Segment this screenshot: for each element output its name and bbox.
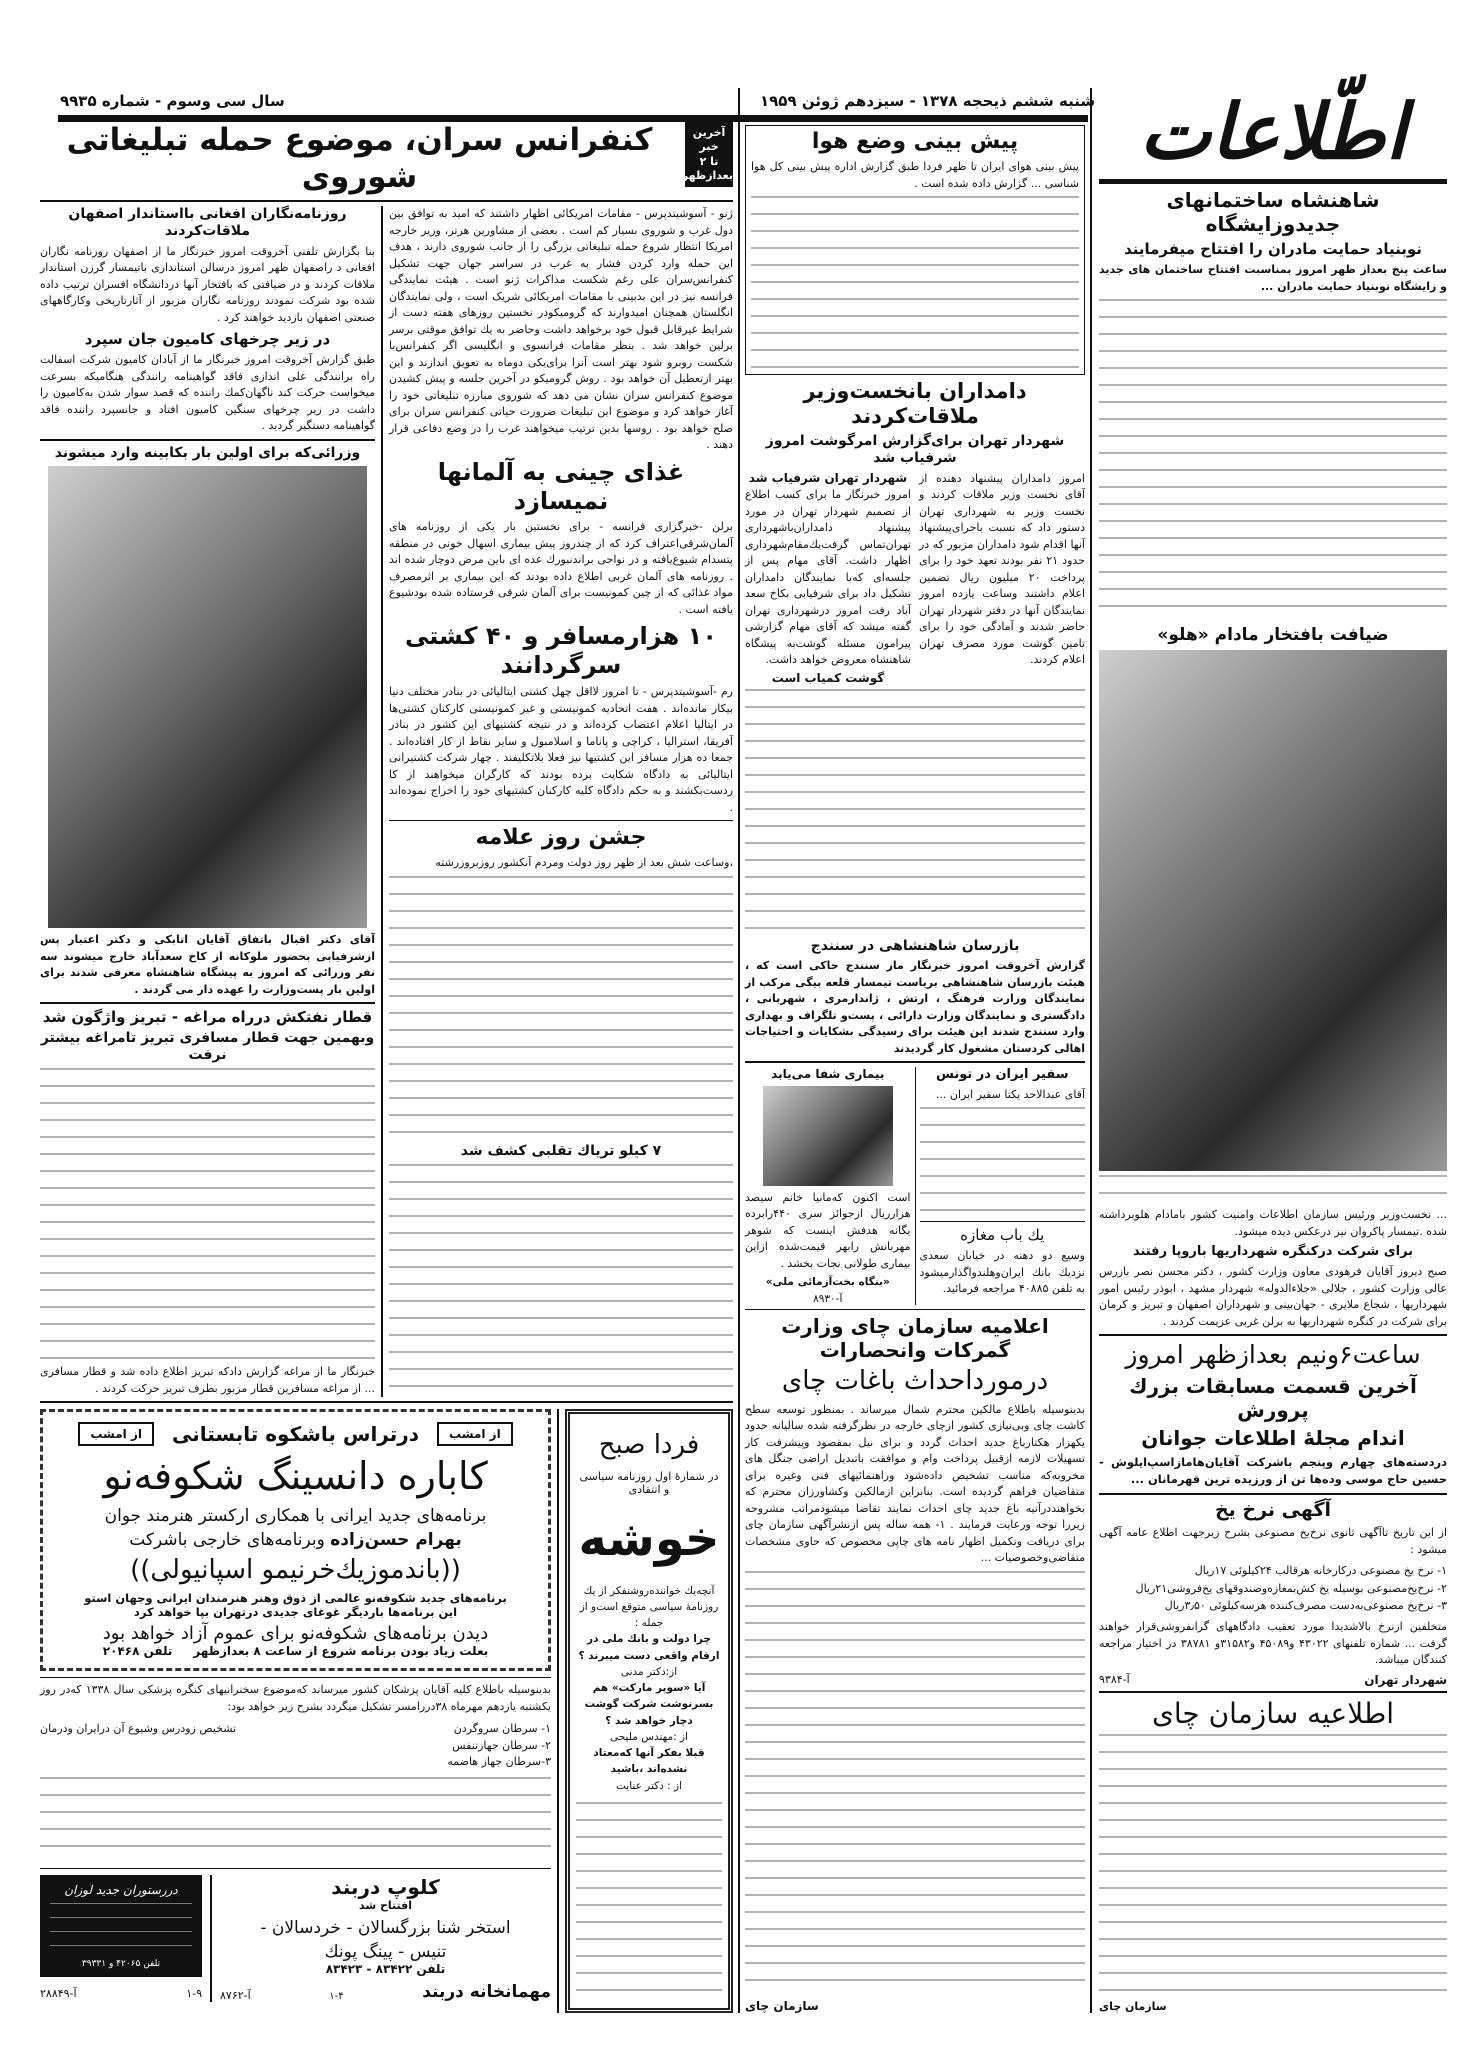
headline-shop: یك باب مغازه [920,1221,1086,1244]
khooshe-text [576,1802,722,1992]
article-weather-text [751,196,1079,371]
topic-item: ۳-سرطان جهاز هاضمه [447,1755,551,1769]
health-ad-body: است اکنون که‌مانیا خانم سیصد هزارریال ازجوائز سری ۴۴۰رابرده یگانه هدفش اینست که شوهر مهربانش رابهر قیمت‌شده ازاین بیماری طولانی نجات بخشد . [745,1190,911,1270]
headline-ambassador: سفیر ایران در تونس [935,1067,1069,1083]
latest-news-badge [681,122,733,187]
doctors-topics [40,1721,551,1771]
ministers-photo [48,466,367,928]
subhead-ranchers: شهردار تهران برای‌گزارش امرگوشت امروز شرفیاب شد [765,433,1065,467]
headline-inspectors: بازرسان شاهنشاهی در سنندج [810,937,1020,954]
khooshe-desc: در شمارهٔ اول روزنامه سیاسی و انتقادی [579,1470,719,1497]
subhead-shah: نوبنیاد حمایت مادران را افتتاح میفرمایند [1124,240,1422,259]
darband-ad [210,1875,551,2002]
contest-time: ساعت۶ونیم بعدازظهر امروز [1099,1334,1447,1370]
left-block [40,88,738,2013]
khooshe-tomorrow: فردا صبح [598,1430,700,1461]
issue-date: شنبه ششم ذیحجه ۱۳۷۸ - سیزدهم ژوئن ۱۹۵۹ [760,92,1096,110]
article-train-text [40,1068,375,1360]
artist-name: بهرام حسن‌زاده [330,1529,462,1550]
headline-allameh: جشن روز علامه [389,820,733,851]
article-train: خبرنگار ما از مراغه گزارش دادکه تبریز اطلاع داده شد و قطار مسافری ... از مراغه مسافرین قطار مزبور بطرف تبریز حرکت کردند . [40,1365,375,1395]
tea-notice-sign: سازمان چای [1099,1999,1167,2013]
cabaret-line: این برنامه‌ها باردیگر غوغای جدیدی درتهران بپا خواهد کرد [133,1605,458,1620]
contest-magazine: اندام مجلهٔ اطلاعات جوانان [1141,1426,1405,1450]
tonight-tag: از امشب [437,1422,513,1446]
tonight-tag: از امشب [78,1422,154,1446]
ice-price-item: ۲- نرخ‌یخ‌مصنوعی بوسیله یخ کش‌بمغازه‌وصندوقهای یخ‌فروشی۲۱ریال [1135,1581,1447,1595]
headline-weather: پیش بینی وضع هوا [811,129,1019,154]
cabaret-ad [40,1409,551,1671]
doctors-notice-text [40,1777,551,1862]
newspaper-logo: اطّلاعات [1139,87,1407,176]
article-afghan-journalists: بنا بگزارش تلفنی آخروقت امروز خبرنگار ما از اصفهان روزنامه نگاران افغانی د راصفهان ظهر امروز درسالن استانداری باتیمسار گرزن استاندار ملاقات کردند و در ضیافتی که بافتخار آنها دردانشگاه افسران ترتیب داده شده بود شرکت نمودند روزنامه نگاران مزبور از آثارتاریخی وکارگاههای صنعتی اصفهان بازدید خواهند کرد . [40,244,375,324]
column-2 [738,88,1090,2013]
article-ranchers-text [745,689,1085,933]
lausanne-code: آ-۲۸۸۴۹ [40,1986,77,2000]
health-ad-code: آ-۸۹۳۰ [813,1292,843,1305]
article-ranchers-right: امروز دامداران پیشنهاد دهنده از آقای نخست وزیر ملاقات کردند و نخست وزیر به شهرداری تهران دستور داد که نسبت باجرای‌پیشنهاد آنها اقدام شود دامداران مزبور که در حدود ۲۱ نفر بودند تعهد خود را برای پرداخت ۲۰ میلیون ریال تضمین اعلام داشتند وساعت یازده امروز نمایندگان آنها در دفتر شهردار تهران حاضر شدند و آمادگی خود را برای تامین گوشت مورد مصرف تهران اعلام کردند. [919,471,1086,667]
headline-congress: برای شرکت درکنگره شهرداریها باروپا رفتند [1132,1244,1414,1260]
topic-desc: تشخیص زودرس وشیوع آن درایران ودرمان [40,1722,237,1736]
khooshe-name: خوشه [578,1511,720,1568]
woman-photo [763,1086,893,1186]
weather-box [745,125,1085,375]
badge-bottom: تا ۲ بعدازظهر [681,154,733,182]
article-inspectors: گزارش آخروقت امروز خبرنگار ماز سنندج حاکی است که ، هیئت بازرسان شاهنشاهی بریاست تیمسار قلعه بیگی مرکب از نمایندگان وزارت فرهنگ ، ارتش ، ژاندارمری ، شهربانی ، دادگستری و نمایندگان وزارت دارائی ، پست‌و تلگراف و بهداری وارد سنندج شدند این هیئت برای رسیدگی بشکایات و احتیاجات اهالی کردستان مشغول کار گردیدند [745,958,1085,1063]
contest-title: آخرین قسمت مسابقات بزرك پرورش [1129,1374,1417,1422]
article-congress: صبح دیروز آقایان فرهودی معاون وزارت کشور ، دکتر محسن نصر بازرس عالی وزارت کشور ، جلالی «جلاءالدوله» شهردار مشهد ، ابوذر رئیس امور شهرداریها ، شجاع ملایری - جهان‌بینی و شهرداران اصفهان و تبریز و کرمان برای شرکت در کنگره شهرداریها به برلن غربی عزیمت کردند . [1099,1265,1447,1328]
cabaret-name: کاباره دانسینگ شکوفه‌نو [103,1454,488,1499]
article-ships: رم -آسوشیتدپرس - تا امروز لااقل چهل کشتی ایتالیائی در بنادر مختلف دنیا بیکار مانده‌اند . هفت اتحادیه کمونیستی و غیر کمونیستی کارکنان کشتی‌ها در ایتالیا اعلام اعتصاب کرده‌اند و در نتیجه کشتیهای این کشور در بنادر آفریقا، استرالیا ، کراچی و پاناما و اسلامبول و سایر نقاط از کار افتاده‌اند . جمعا ده هزار مسافر این کشتیها نیز فعلا بلاتکلیفند . چهار شرکت کشتیرانی ایتالیائی به دادگاه شکایت برده بودند که کارگران میخواهند از کا ردست‌بکشند و به حکم دادگاه کلیه کارکنان کشتیهای خود را اخراج نموده‌اند . [389,685,733,814]
lead-headline: کنفرانس سران، موضوع حمله تبلیغاتی شوروی [66,122,653,196]
lausanne-text [50,1903,192,1953]
headline-tea-2: درمورداحداث باغات چای [781,1366,1049,1397]
headline-tea-notice: اطلاعیه سازمان چای [1099,1691,1447,1731]
darband-opened: افتتاح شد [358,1898,412,1912]
darband-hotel: مهمانخانه دربند [422,1981,551,2002]
headline-chinese-food: غذای چینی به آلمانها نمیسازد [437,457,685,515]
issue-number: سال سی وسوم - شماره ۹۹۳۵ [60,92,285,110]
khooshe-item: از : دکتر عنایت [615,1779,683,1792]
article-tea-text [745,1571,1085,1995]
headline-ships: ۱۰ هزارمسافر و ۴۰ کشتی سرگردانند [405,622,717,680]
lead-body: ژنو - آسوشیتدپرس - مقامات امریکائی اظهار داشتند که امید به توافق بین دول غرب و شوروی بسیار کم است . بعضی از مشاورین هرتر، وزیر خارجه امریکا انتظار شروع حمله تبلیغاتی بزرگی را از جانب شوروی دارند ، هدف این حمله وارد کردن فشار به غرب در سراسر جهان جهت تشکیل کنفرانس‌سران علی رغم شکست مذاکرات ژنو است . هیئت نمایندگی فرانسه نیز در این بدبینی با مقامات امریکائی شریک است ، ولی نمایندگان انگلستان همچنان امیدوارند که گرومیکودر نخستین روزهای هفته دست از شرایط غیرقابل قبول خود برخواهد داشت وحاضر به یك توافق موقتی برسر برلین خواهد شد . بنظر مقامات فرانسوی و انگلیسی اگر کنفرانس‌با شکست روبرو شود بهتر است آنرا برای‌یکی دوماه به تعویق اندازند و این بهتر ازتعطیل آن خواهد بود . روش گرومیکو در آخرین جلسه و پیش کشیدن موضوع کنفرانس سران نشان می دهد که شوروی مبارزه تبلیغاتی خود را آغاز خواهد کرد و موضوع این تبلیغات ضرورت حیاتی کنفرانس سران برای صلح خواهد بود . روسها بدین ترتیب میخواهند غرب را در وضع دفاعی قرار دهند . [389,207,733,452]
ice-intro: از این تاریخ تاآگهی ثانوی نرخ‌یخ مصنوعی بشرح زیرجهت اطلاع عامه آگهی میشود : [1099,1526,1447,1556]
headline-health-ad: بیماری شفا می‌یابد [771,1067,885,1082]
ice-price-item: ۱- نرخ یخ مصنوعی درکارخانه هرقالب ۲۴کیلوئی ۱۷ریال [1194,1564,1447,1578]
article-ambassador-text [920,1107,1086,1217]
headline-ministers: وزرائی‌که برای اولین بار بکابینه وارد میشوند [40,439,375,462]
cabaret-line: برنامه‌های جدید ایرانی با همکاری ارکستر هنرمند جوان [104,1505,487,1526]
reception-photo [1099,650,1447,1172]
headline-ice: آگهی نرخ یخ [1099,1493,1447,1522]
ice-body: متخلفین ازنرخ بالاشدیدا مورد تعقیب دادگاههای گرانفروشی‌قرار خواهند گرفت ... شماره تلفنهای ۴۳۰۲۲ و۴۵۰۸۹ و۳۱۵۸۲و ۳۸۷۸۱ در اختیار مراجعه کنندگان میباشد. [1099,1620,1447,1667]
band-name: ((باندموزیك‌خرنیمو اسپانیولی)) [130,1554,461,1585]
ice-code: آ-۹۳۸۴ [1099,1672,1130,1686]
topic-item: ۱- سرطان سروگردن [453,1722,551,1736]
health-ad-sign: «بنگاه بخت‌آزمائی ملی» [765,1276,890,1289]
right-column [1090,88,1452,2013]
cabaret-line: دیدن برنامه‌های شکوفه‌نو برای عموم آزاد خواهد بود [102,1623,489,1645]
logo-rule [1099,179,1447,184]
cabaret-venue: درتراس باشکوه تابستانی [171,1422,420,1447]
topic-item: ۲- سرطان جهازتنفس [452,1738,551,1752]
headline-truck: در زیر چرخهای کامیون جان سپرد [84,330,331,349]
cabaret-line: برنامه‌های جدید شکوفه‌نو عالمی از ذوق وهنر هنرمندان ایرانی وجهان استو [84,1591,507,1606]
reception-caption: ... نخست‌وزیر ورئیس سازمان اطلاعات وامنیت کشور بامادام هلوبرداشته شده .تیمسار پاکروان نیز درعکس دیده میشود. [1099,1208,1447,1238]
headline-opium: ۷ کیلو تریاك تقلبی کشف شد [460,1143,662,1160]
khooshe-item: چرا دولت و بانك ملی در ارقام واقعی دست میبرند ؟ [578,1633,720,1662]
tea-notice-text [1099,1734,1447,1996]
article-opium-text [389,1164,733,1397]
article-shah: ساعت پنج بعداز ظهر امروز بمناسبت افتتاح ساختمان های جدید و زایشگاه نوبنیاد حمایت مادران ... [1099,263,1447,293]
headline-train: قطار نفتکش درراه مراغه - تبریز واژگون شد [40,1002,375,1026]
headline-shah: شاهنشاه ساختمانهای جدیدوزایشگاه [1166,188,1380,237]
article-tea: بدینوسیله باطلاع مالکین محترم شمال میرساند . بمنظور توسعه سطح کاشت چای وبی‌نیازی کشور ازچای خارجه در نظرگرفته شده سالیانه حدود یکهزار هکتارباغ جدید احداث گردد و برای نیل بمقصود وپیشرفت کار تسهیلات لازمه ازقبیل پرداخت وام و موافقت باتبدیل اراضی جنگل های مخروبه‌که مناسب تشخیص داده‌شود وراهنمائیهای فنی وغیره برای متقاضیان فراهم گردیده است. بنابراین ازمالکین وکشاورزان محترم که بخواهنددرآتیه باغ جدید چای احداث نمایند تقاضا میشودمراتب مشروحه زیررا توجه ورعایت فرمایند . ۱- همه ساله پس ازنشرآگهی سازمان چای برای دریافت وتکمیل اظهار نامه های چاپی مخصوص که حاوی مشخصات متقاضی‌وخصوصیات ... [745,1402,1085,1565]
contest-body: دردسته‌های چهارم وپنجم باشرکت آقایان‌هامازاسپ‌ایلوش - حسین حاج موسی وده‌ها تن از ورزیده ترین قهرمانان ... [1099,1455,1447,1487]
ministers-caption: آقای دکتر اقبال باتفاق آقایان اتابکی و دکتر اعتبار پس ازشرفیابی بحضور ملوکانه از کاخ سعدآباد خارج میشوند سه نفر وزرائی که امروز به پیشگاه شاهنشاه معرفی شدند برای اولین بار پست‌وزارت را عهده دار می گردند . [40,933,375,996]
khooshe-item: آنچه‌یك خواننده‌روشنفکر از یك روزنامهٔ سیاسی متوقع است‌و از جمله : [579,1584,719,1630]
darband-number: ۱-۴ [329,1990,344,2002]
darband-title: کلوپ دربند [331,1874,440,1899]
headline-reception: ضیافت بافتخار مادام «هلو» [1157,625,1389,646]
column-3 [381,206,733,1397]
article-allameh-text [389,876,733,1139]
darband-tennis: تنیس - پینگ پونك [324,1941,447,1962]
article-weather: پیش بینی هوای ایران تا ظهر فردا طبق گزارش اداره پیش بینی کل هوا شناسی ... گزارش داده شده است . [751,160,1079,190]
darband-phone: تلفن ۸۳۴۲۲ - ۸۳۴۲۳ [325,1961,446,1976]
khooshe-item: آیا «سوپر مارکت» هم بسرنوشت شرکت گوشت دچار خواهد شد ؟ [584,1682,714,1727]
ice-sign: شهردار تهران [1364,1672,1447,1687]
subhead-train: وبهمین جهت قطار مسافری تبریز تامراغه بیشتر نرفت [40,1030,375,1063]
reception-caption-text [1099,1175,1447,1203]
darband-pool: استخر شنا بزرگسالان - خردسالان - [260,1917,511,1938]
article-chinese-food: برلن -خبرگزاری فرانسه - برای نخستین بار یکی از روزنامه های آلمان‌شرقی‌اعتراف کرد که از چندروز پیش بیماری اسهال خونی در منطقه پتسدام شیوع‌یافته و در نواحی براندنبورك عده ای باین مرض دوچار شده اند . روزنامه های آلمان غربی اطلاع داده بودند که این بیماری بر اثرمصرف مواد غذائی که از چین کمونیست برای آلمان شرقی فرستاده شده بودشیوع یافته است . [389,520,733,616]
subhead-meat: گوشت کمیاب است [771,670,885,685]
khooshe-item: از:دکتر مدنی [620,1665,678,1678]
headline-tea: اعلامیه سازمان چای وزارت گمرکات وانحصارات [745,1309,1085,1362]
ad-shop: وسیع دو دهنه در خیابان سعدی نزدیك بانك ایران‌وهلندواگذارمیشود به تلفن ۴۰۸۸۵ مراجعه فرمائید. [919,1249,1085,1296]
article-truck: طبق گزارش آخروقت امروز خبرنگار ما از آبادان کامیون شرکت اسفالت راه برانندگی علی اندازی فاقد گواهینامه رانندگی هنگامیکه بسرعت میخواست حرکت کند ناگهان‌کمك راننده که قصد سوار شدن به‌کامیون را داشت در زیر چرخهای سنگین کامیون افتاد و جانسپرد راننده فاقد گواهینامه دستگیر گردید . [40,353,375,433]
khooshe-item: از :مهندس ملیحی [610,1730,688,1743]
khooshe-ad [565,1409,733,2013]
column-4 [40,206,381,1397]
article-ambassador: آقای عبدالاحد یکتا سفیر ایران ... [935,1087,1085,1101]
lausanne-number: ۱-۹ [186,1986,202,2000]
cabaret-line: بعلت زیاد بودن برنامه شروع از ساعت ۸ بعدازظهر [193,1644,489,1659]
article-shah-text [1099,299,1447,621]
tea-sign: سازمان چای [745,1999,819,2013]
ice-price-item: ۳- نرخ‌یخ مصنوعی‌به‌دست مصرف‌کننده هرسه‌کیلوئی ۳٫۵۰ریال [1164,1599,1447,1613]
subhead-mayor: شهردار تهران شرفیاب شد [748,470,908,485]
khooshe-item: قبلا بفکر آنها که‌معتاد نشده‌اند ،باشید [593,1747,705,1776]
cabaret-line: وبرنامه‌های خارجی باشرکت [129,1529,325,1550]
headline-afghan-journalists: روزنامه‌نگاران افغانی بااستاندار اصفهان ملاقات‌کردند [68,206,347,240]
article-ranchers-left: امروز خبرنگار ما برای کسب اطلاع از تصمیم شهردار تهران در مورد پیشنهاد دامداران‌باشهرداری تهران‌تماس گرفت‌یك‌مقام‌شهرداری اظهار داشت. آقای مهام پس از جلسه‌ای که‌با نمایندگان دامداران تشکیل داد برای شرفیابی بکاخ سعد آباد رفت امروز درشهرداری تهران گفته میشد که آقای مهام گزارشی پیرامون مسئله گوشت‌به پیشگاه شاهنشاه معروض خواهد داشت. [745,488,911,667]
ice-price-list [1099,1562,1447,1615]
badge-top: آخرین خبر [692,126,726,154]
lausanne-ad [40,1875,202,1977]
lausanne-phone: تلفن ۴۲۰۶۵ و ۳۹۳۳۱ [81,1958,161,1969]
article-allameh: ،وساعت شش بعد از ظهر روز دولت ومردم آنکشور روزبروزرشته [435,856,733,870]
page-grid [40,88,1452,2013]
doctors-notice: بدینوسیله باطلاع کلیه آقایان پزشکان کشور میرساند که‌موضوع سخنرانیهای کنگره پزشکی سال ۱۳۳۸ که‌در روز یکشنبه یازدهم مهرماه ۳۸دررامسر تشکیل میگردد بشرح زیر خواهد بود: [40,1677,551,1715]
cabaret-phone: تلفن ۲۰۴۶۸ [102,1644,173,1659]
lausanne-title: دررستوران جدید لوزان [64,1882,178,1897]
darband-code: آ-۸۷۶۲ [220,1988,251,2002]
headline-ranchers: دامداران بانخست‌وزیر ملاقات‌کردند [803,379,1027,429]
